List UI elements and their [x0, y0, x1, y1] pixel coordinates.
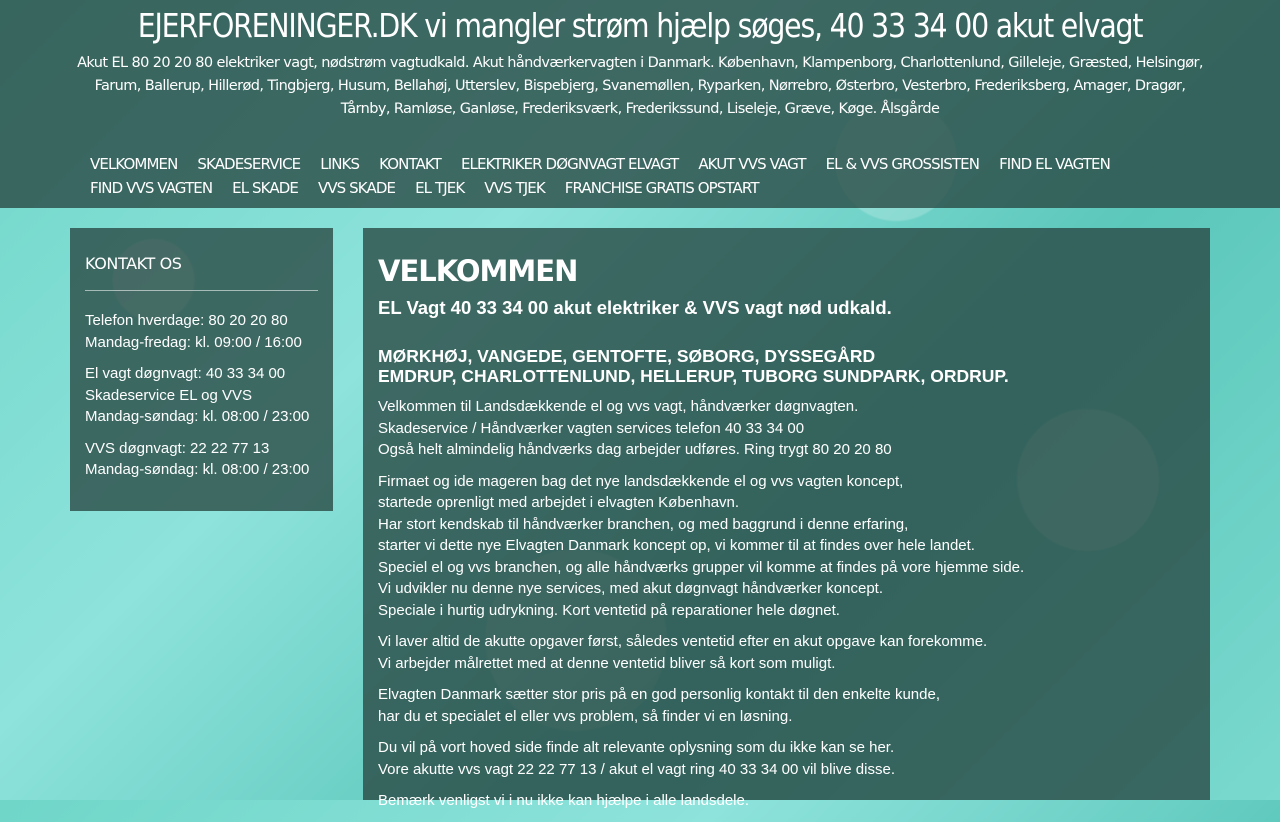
- text-line: Speciel el og vvs branchen, og alle håndværks grupper vil komme at findes på vore hjemme side.: [378, 558, 1025, 576]
- main-content: [363, 228, 1210, 809]
- nav-item-el-tjek[interactable]: EL TJEK: [415, 179, 465, 197]
- text-line: Speciale i hurtig udrykning. Kort ventetid på reparationer hele døgnet.: [378, 601, 840, 619]
- contact-line: Mandag-søndag: kl. 08:00 / 23:00: [85, 461, 310, 478]
- nav-item-skadeservice[interactable]: SKADESERVICE: [197, 155, 301, 173]
- page-subtitle: EL Vagt 40 33 34 00 akut elektriker & VVS vagt nød udkald.: [378, 297, 892, 318]
- article: [378, 252, 1198, 822]
- sidebar-divider: [85, 290, 318, 291]
- contact-line: Mandag-søndag: kl. 08:00 / 23:00: [85, 408, 310, 425]
- contact-line: El vagt døgnvagt: 40 33 34 00: [85, 365, 286, 382]
- text-line: Har stort kendskab til håndværker branchen, og med baggrund i denne erfaring,: [378, 515, 909, 533]
- text-line: startede oprenligt med arbejdet i elvagten København.: [378, 494, 740, 511]
- text-line: Også helt almindelig håndværks dag arbejder udføres. Ring trygt 80 20 20 80: [378, 441, 892, 458]
- sidebar-heading: KONTAKT OS: [85, 254, 182, 273]
- nav-item-find-vvs-vagten[interactable]: FIND VVS VAGTEN: [90, 179, 213, 197]
- text-line: Elvagten Danmark sætter stor pris på en god personlig kontakt til den enkelte kunde,: [378, 686, 940, 703]
- text-line: Vore akutte vvs vagt 22 22 77 13 / akut el vagt ring 40 33 34 00 vil blive disse.: [378, 760, 895, 778]
- contact-line: VVS døgnvagt: 22 22 77 13: [85, 439, 270, 457]
- main-nav: [80, 152, 1200, 200]
- nav-item-find-el-vagten[interactable]: FIND EL VAGTEN: [999, 155, 1110, 173]
- contact-group: [85, 310, 325, 353]
- contact-line: Mandag-fredag: kl. 09:00 / 16:00: [85, 333, 302, 351]
- text-line: Bemærk venligst vi i nu ikke kan hjælpe i alle landsdele.: [378, 792, 750, 809]
- site-subtitle: Akut EL 80 20 20 80 elektriker vagt, nødstrøm vagtudkald. Akut håndværkervagten i Danmark. København, Klampenborg, Charlottenlund, Gilleleje, Græsted, Helsingør, Farum, Ballerup, Hillerød, Tingbjerg, Husum, Bellahøj, Utterslev, Bispebjerg, Svanemøllen, Ryparken, Nørrebro, Østerbro, Vesterbro, Frederiksberg, Amager, Dragør, Tårnby, Ramløse, Ganløse, Frederiksværk, Frederikssund, Liseleje, Græve, Køge. Ålsgårde: [77, 55, 1203, 117]
- text-line: Vi laver altid de akutte opgaver først, således ventetid efter en akut opgave kan forekomme.: [378, 633, 988, 650]
- nav-item-elektriker-dognvagt[interactable]: ELEKTRIKER DØGNVAGT ELVAGT: [460, 155, 679, 173]
- service-areas-line: MØRKHØJ, VANGEDE, GENTOFTE, SØBORG, DYSSEGÅRD: [378, 346, 876, 366]
- paragraph: [378, 790, 1198, 812]
- contact-info: [85, 310, 325, 491]
- nav-item-el-skade[interactable]: EL SKADE: [232, 179, 298, 197]
- contact-sidebar: [70, 228, 333, 511]
- nav-item-akut-vvs-vagt[interactable]: AKUT VVS VAGT: [698, 155, 806, 173]
- nav-item-kontakt[interactable]: KONTAKT: [379, 155, 441, 173]
- contact-group: [85, 438, 325, 481]
- site-title: EJERFORENINGER.DK vi mangler strøm hjælp søges, 40 33 34 00 akut elvagt: [137, 6, 1143, 45]
- service-areas-line: EMDRUP, CHARLOTTENLUND, HELLERUP, TUBORG SUNDPARK, ORDRUP.: [378, 366, 1009, 386]
- nav-item-el-vvs-grossisten[interactable]: EL & VVS GROSSISTEN: [825, 155, 980, 173]
- text-line: Du vil på vort hoved side finde alt relevante oplysning som du ikke kan se her.: [378, 739, 895, 756]
- text-line: Vi udvikler nu denne nye services, med akut døgnvagt håndværker koncept.: [378, 580, 884, 597]
- contact-line: Telefon hverdage: 80 20 20 80: [85, 312, 288, 329]
- nav-item-links[interactable]: LINKS: [320, 155, 360, 173]
- text-line: Skadeservice / Håndværker vagten services telefon 40 33 34 00: [378, 419, 805, 437]
- article-body: [378, 396, 1198, 812]
- nav-item-velkommen[interactable]: VELKOMMEN: [90, 155, 178, 173]
- contact-group: [85, 363, 325, 428]
- text-line: starter vi dette nye Elvagten Danmark koncept op, vi kommer til at findes over hele landet.: [378, 537, 975, 554]
- service-areas: [378, 346, 1198, 386]
- paragraph: [378, 471, 1198, 622]
- text-line: har du et specialet el eller vvs problem, så finder vi en løsning.: [378, 707, 793, 725]
- page-title: VELKOMMEN: [378, 254, 578, 288]
- paragraph: [378, 737, 1198, 780]
- text-line: Velkommen til Landsdækkende el og vvs vagt, håndværker døgnvagten.: [378, 398, 859, 415]
- site-header: [0, 0, 1280, 208]
- contact-line: Skadeservice EL og VVS: [85, 386, 253, 404]
- nav-item-franchise[interactable]: FRANCHISE GRATIS OPSTART: [564, 179, 759, 197]
- paragraph: [378, 631, 1198, 674]
- paragraph: [378, 396, 1198, 461]
- text-line: Firmaet og ide mageren bag det nye landsdækkende el og vvs vagten koncept,: [378, 472, 904, 490]
- nav-item-vvs-skade[interactable]: VVS SKADE: [317, 179, 396, 197]
- text-line: Vi arbejder målrettet med at denne ventetid bliver så kort som muligt.: [378, 654, 836, 672]
- paragraph: [378, 684, 1198, 727]
- nav-item-vvs-tjek[interactable]: VVS TJEK: [484, 179, 545, 197]
